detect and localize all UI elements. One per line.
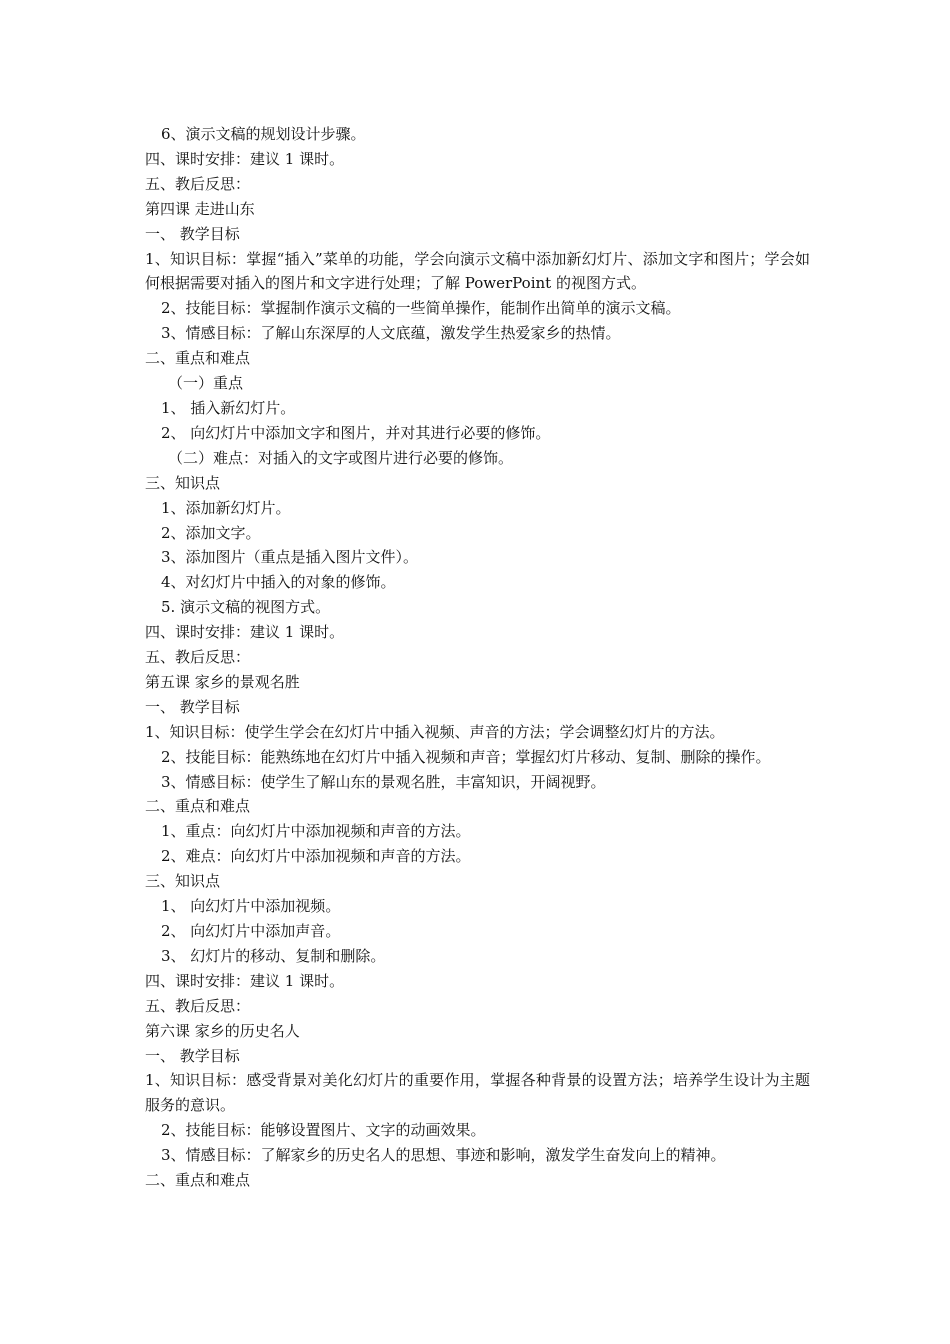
text-line: 4、对幻灯片中插入的对象的修饰。 bbox=[161, 573, 396, 592]
text-line: 5. 演示文稿的视图方式。 bbox=[161, 598, 331, 617]
text-line: 1、 向幻灯片中添加视频。 bbox=[161, 897, 341, 916]
text-line: 2、难点：向幻灯片中添加视频和声音的方法。 bbox=[161, 847, 471, 866]
text-line: 二、重点和难点 bbox=[145, 1171, 251, 1190]
text-line: 三、知识点 bbox=[145, 473, 221, 492]
text-line: 3、添加图片（重点是插入图片文件）。 bbox=[161, 548, 419, 567]
text-line: 一、 教学目标 bbox=[145, 224, 240, 243]
text-line: 2、添加文字。 bbox=[161, 523, 261, 542]
text-line: 二、重点和难点 bbox=[145, 797, 251, 816]
text-line: 3、情感目标：使学生了解山东的景观名胜，丰富知识，开阔视野。 bbox=[161, 772, 606, 791]
text-line: 第五课 家乡的景观名胜 bbox=[145, 672, 300, 691]
text-line: 2、技能目标：能熟练地在幻灯片中插入视频和声音；掌握幻灯片移动、复制、删除的操作。 bbox=[161, 747, 771, 766]
text-line: 1、添加新幻灯片。 bbox=[161, 498, 291, 517]
text-line: 四、课时安排：建议 1 课时。 bbox=[145, 623, 345, 642]
document-page bbox=[145, 122, 810, 1193]
text-line: 1、重点：向幻灯片中添加视频和声音的方法。 bbox=[161, 822, 471, 841]
text-line: 二、重点和难点 bbox=[145, 349, 251, 368]
text-line: 2、技能目标：掌握制作演示文稿的一些简单操作，能制作出简单的演示文稿。 bbox=[161, 299, 681, 318]
text-line: 6、演示文稿的规划设计步骤。 bbox=[161, 125, 366, 143]
text-line: 一、 教学目标 bbox=[145, 697, 240, 716]
text-line: 1、 插入新幻灯片。 bbox=[161, 398, 296, 417]
text-line: 1、知识目标：感受背景对美化幻灯片的重要作用，掌握各种背景的设置方法；培养学生设计为主题服务的意识。 bbox=[145, 1071, 810, 1115]
text-line: （一）重点 bbox=[168, 374, 244, 393]
text-line: 2、 向幻灯片中添加声音。 bbox=[161, 922, 341, 940]
text-line: 1、知识目标：掌握“插入”菜单的功能，学会向演示文稿中添加新幻灯片、添加文字和图片；学会如何根据需要对插入的图片和文字进行处理；了解 PowerPoint 的视图方式。 bbox=[145, 249, 810, 293]
text-line: 第四课 走进山东 bbox=[145, 199, 255, 218]
text-line: 3、情感目标：了解山东深厚的人文底蕴，激发学生热爱家乡的热情。 bbox=[161, 324, 621, 343]
text-line: 三、知识点 bbox=[145, 872, 221, 891]
text-line: 3、情感目标：了解家乡的历史名人的思想、事迹和影响，激发学生奋发向上的精神。 bbox=[161, 1146, 726, 1165]
text-line: （二）难点：对插入的文字或图片进行必要的修饰。 bbox=[168, 448, 514, 467]
text-line: 1、知识目标：使学生学会在幻灯片中插入视频、声音的方法；学会调整幻灯片的方法。 bbox=[145, 722, 725, 741]
text-line: 四、课时安排：建议 1 课时。 bbox=[145, 971, 345, 990]
text-line: 3、 幻灯片的移动、复制和删除。 bbox=[161, 946, 386, 965]
text-line: 2、 向幻灯片中添加文字和图片，并对其进行必要的修饰。 bbox=[161, 423, 551, 442]
text-line: 第六课 家乡的历史名人 bbox=[145, 1021, 300, 1040]
text-line: 五、教后反思： bbox=[145, 648, 251, 667]
text-line: 2、技能目标：能够设置图片、文字的动画效果。 bbox=[161, 1121, 486, 1140]
text-line: 一、 教学目标 bbox=[145, 1046, 240, 1065]
text-line: 五、教后反思： bbox=[145, 996, 251, 1015]
text-line: 五、教后反思： bbox=[145, 174, 251, 193]
text-line: 四、课时安排：建议 1 课时。 bbox=[145, 149, 345, 168]
